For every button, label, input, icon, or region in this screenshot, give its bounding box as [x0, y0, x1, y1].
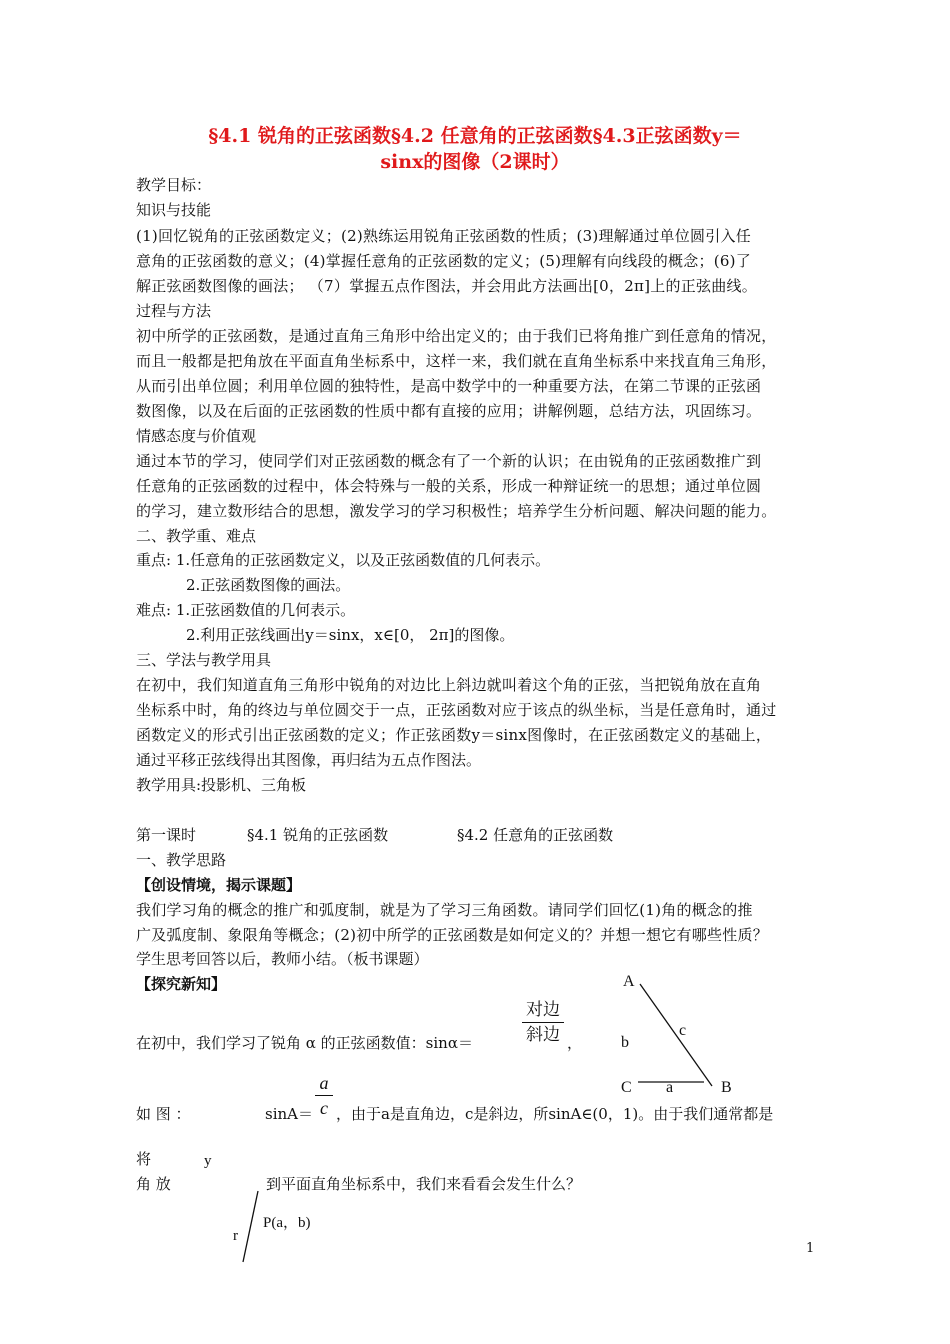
word-jiaofang: 角 放: [136, 1175, 171, 1193]
title-line-1: §4.1 锐角的正弦函数§4.2 任意角的正弦函数§4.3正弦函数y＝: [208, 125, 742, 147]
teaching-tools: 教学用具:投影机、三角板: [136, 776, 307, 794]
sinA-text: sinA＝: [265, 1105, 313, 1123]
paragraph-line: 任意角的正弦函数的过程中，体会特殊与一般的关系，形成一种辩证统一的思想；通过单位圆: [136, 477, 762, 495]
as-figure-label: 如 图 ：: [136, 1105, 191, 1123]
key-point-1: 重点: 1.任意角的正弦函数定义，以及正弦函数值的几何表示。: [136, 551, 551, 569]
difficulty-1: 难点: 1.正弦函数值的几何表示。: [136, 601, 356, 619]
comma: ，: [567, 1034, 583, 1052]
y-axis-label: y: [204, 1153, 212, 1169]
vertex-A-label: A: [623, 973, 635, 990]
acute-sine-text: 在初中，我们学习了锐角 α 的正弦函数值：sinα＝: [136, 1034, 473, 1052]
vertex-C-label: C: [621, 1079, 632, 1096]
fraction-denominator: c: [320, 1098, 328, 1118]
paragraph-line: 而且一般都是把角放在平面直角坐标系中，这样一来，我们就在直角坐标系中来找直角三角形，: [136, 352, 777, 370]
section-objectives: 教学目标：: [136, 176, 212, 194]
paragraph-line: 初中所学的正弦函数，是通过直角三角形中给出定义的；由于我们已将角推广到任意角的情况，: [136, 327, 777, 345]
paragraph-line: (1)回忆锐角的正弦函数定义；(2)熟练运用锐角正弦函数的性质；(3)理解通过单位圆引入任: [136, 227, 751, 245]
heading-explore: 【探究新知】: [136, 975, 227, 993]
paragraph-line: 我们学习角的概念的推广和弧度制，就是为了学习三角函数。请同学们回忆(1)角的概念的推: [136, 901, 753, 919]
paragraph-line: 函数定义的形式引出正弦函数的定义；作正弦函数y＝sinx图像时，在正弦函数定义的基础上，: [136, 726, 772, 744]
paragraph-line: 意角的正弦函数的意义；(4)掌握任意角的正弦函数的定义；(5)理解有向线段的概念；(6)了: [136, 252, 751, 270]
title-line-2: sinx的图像（2课时）: [380, 151, 570, 173]
side-b-label: b: [621, 1034, 629, 1051]
word-jiang: 将: [136, 1150, 152, 1168]
heading-process: 过程与方法: [136, 302, 212, 320]
fraction-numerator: 对边: [526, 1000, 560, 1020]
terminal-side-line: [243, 1191, 258, 1262]
heading-knowledge: 知识与技能: [136, 201, 212, 219]
paragraph-line: 广及弧度制、象限角等概念；(2)初中所学的正弦函数是如何定义的？并想一想它有哪些性质？: [136, 926, 769, 944]
paragraph-line: 学生思考回答以后，教师小结。（板书课题）: [136, 950, 429, 968]
paragraph-line: 的学习，建立数形结合的思想，激发学习的学习积极性；培养学生分析问题、解决问题的能力。: [136, 502, 777, 520]
heading-methods: 三、学法与教学用具: [136, 651, 272, 669]
difficulty-2: 2.利用正弦线画出y＝sinx，x∈[0， 2π]的图像。: [186, 626, 515, 644]
coordinate-text: 到平面直角坐标系中，我们来看看会发生什么？: [266, 1175, 582, 1193]
side-a-label: a: [666, 1079, 674, 1096]
lesson-number: 第一课时: [136, 826, 197, 844]
paragraph-line: 通过平移正弦线得出其图像，再归结为五点作图法。: [136, 751, 482, 769]
heading-teaching-ideas: 一、教学思路: [136, 851, 227, 869]
key-point-2: 2.正弦函数图像的画法。: [186, 576, 351, 594]
radius-r-label: r: [233, 1228, 238, 1244]
page-number: 1: [806, 1241, 815, 1256]
lesson-section-4-1: §4.1 锐角的正弦函数: [247, 826, 389, 844]
heading-attitude: 情感态度与价值观: [136, 427, 257, 445]
paragraph-line: 解正弦函数图像的画法； （7）掌握五点作图法，并会用此方法画出[0，2π]上的正弦曲线。: [136, 277, 757, 295]
side-c-label: c: [679, 1022, 687, 1039]
lesson-section-4-2: §4.2 任意角的正弦函数: [457, 826, 614, 844]
fraction-denominator: 斜边: [526, 1025, 560, 1045]
paragraph-line: 在初中，我们知道直角三角形中锐角的对边比上斜边就叫着这个角的正弦，当把锐角放在直角: [136, 676, 762, 694]
fraction-numerator: a: [319, 1073, 329, 1093]
paragraph-line: 坐标系中时，角的终边与单位圆交于一点，正弦函数对应于该点的纵坐标，当是任意角时，通过: [136, 701, 777, 719]
paragraph-line: 数图像，以及在后面的正弦函数的性质中都有直接的应用；讲解例题，总结方法，巩固练习。: [136, 402, 762, 420]
paragraph-line: 从而引出单位圆；利用单位圆的独特性，是高中数学中的一种重要方法，在第二节课的正弦函: [136, 377, 762, 395]
heading-key-points: 二、教学重、难点: [136, 527, 257, 545]
heading-create-situation: 【创设情境，揭示课题】: [136, 876, 302, 894]
vertex-B-label: B: [721, 1079, 732, 1096]
sinA-explanation: ，由于a是直角边，c是斜边，所sinA∈(0，1)。由于我们通常都是: [336, 1105, 774, 1123]
paragraph-line: 通过本节的学习，使同学们对正弦函数的概念有了一个新的认识；在由锐角的正弦函数推广到: [136, 452, 762, 470]
point-P-label: P(a，b): [263, 1215, 311, 1231]
